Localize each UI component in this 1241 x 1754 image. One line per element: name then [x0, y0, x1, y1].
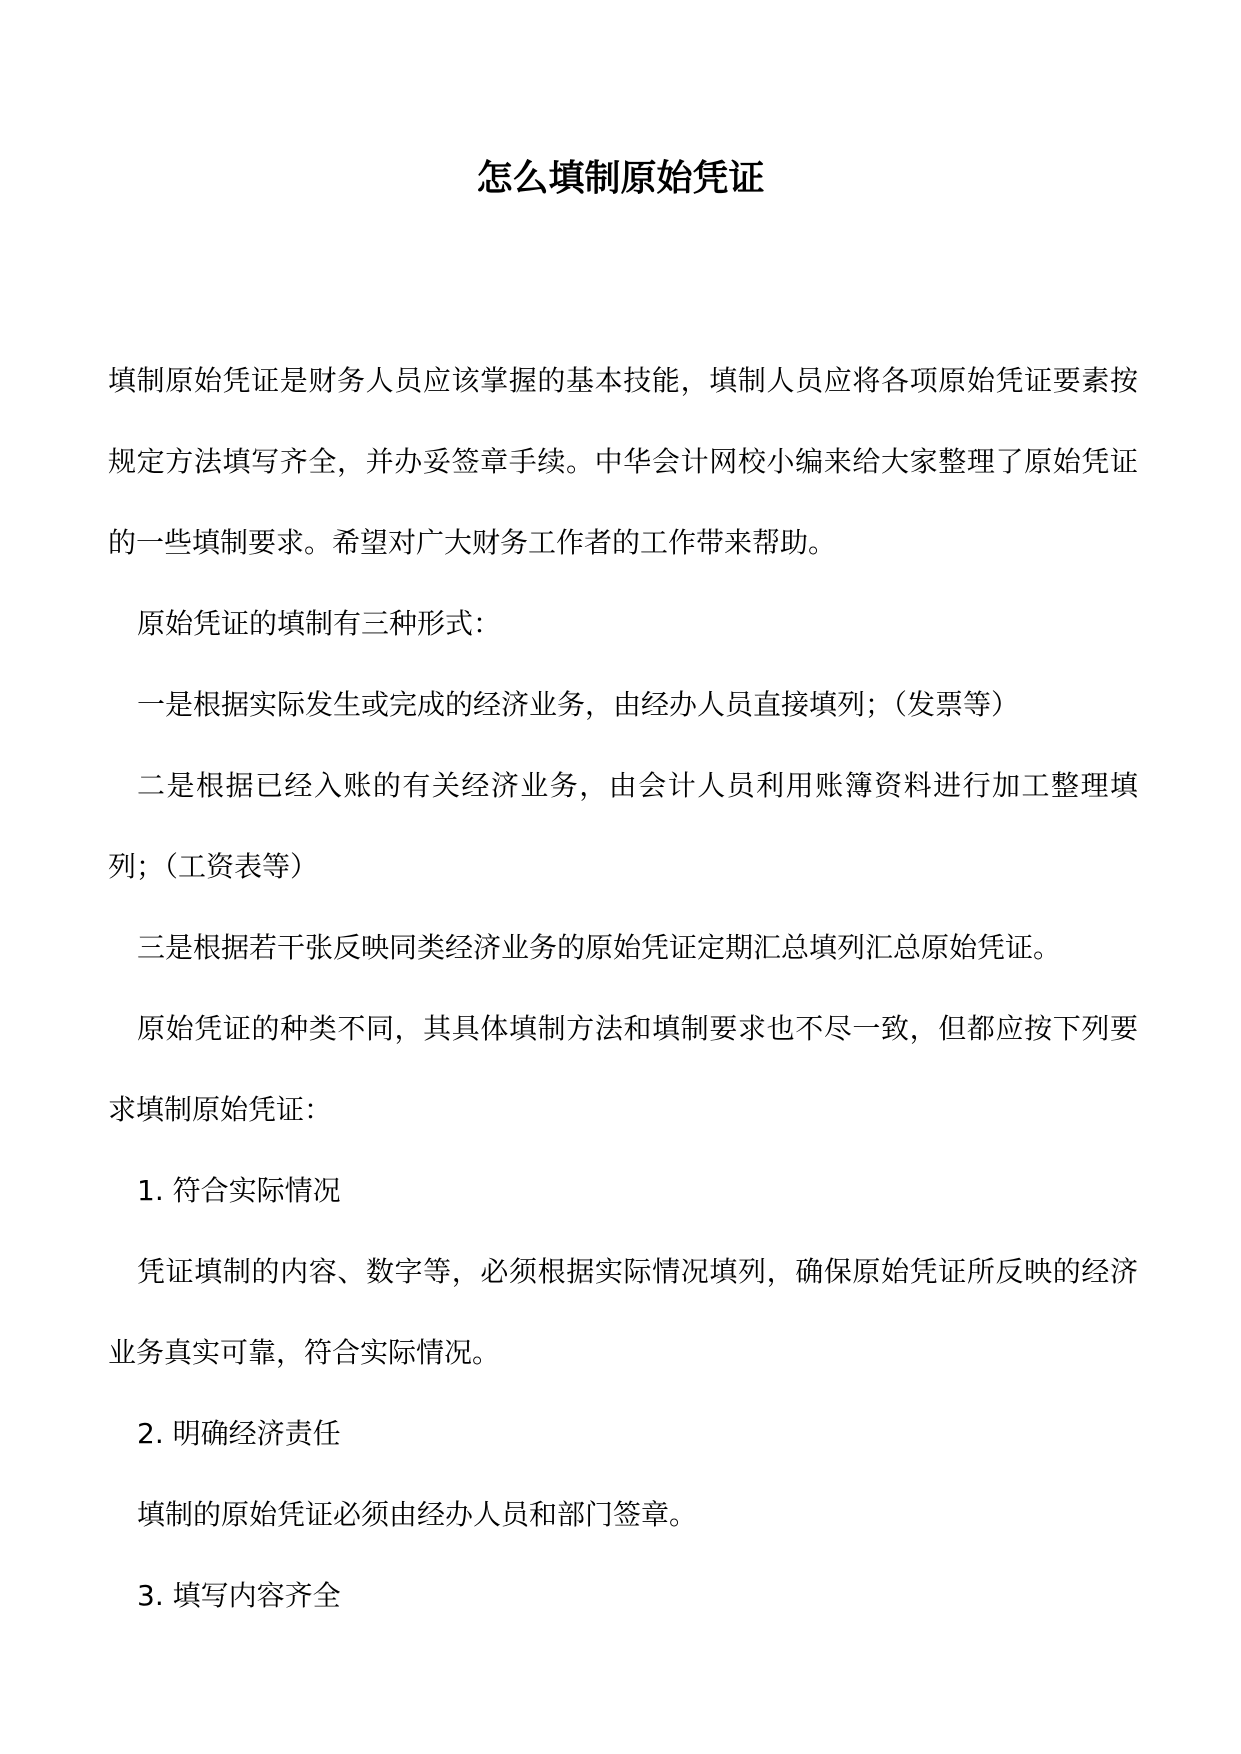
section-1-paragraph: 凭证填制的内容、数字等，必须根据实际情况填列，确保原始凭证所反映的经济业务真实可靠，符合实际情况。 — [108, 1255, 1138, 1369]
requirements-intro-paragraph: 原始凭证的种类不同，其具体填制方法和填制要求也不尽一致，但都应按下列要求填制原始凭证： — [108, 1012, 1138, 1126]
intro-paragraph: 填制原始凭证是财务人员应该掌握的基本技能，填制人员应将各项原始凭证要素按规定方法填写齐全，并办妥签章手续。中华会计网校小编来给大家整理了原始凭证的一些填制要求。希望对广大财务工作者的工作带来帮助。 — [108, 364, 1138, 559]
form-one-paragraph: 一是根据实际发生或完成的经济业务，由经办人员直接填列；（发票等） — [137, 688, 1020, 721]
document-body — [108, 340, 1138, 1636]
forms-heading-paragraph: 原始凭证的填制有三种形式： — [137, 607, 502, 640]
section-2-paragraph: 填制的原始凭证必须由经办人员和部门签章。 — [137, 1498, 698, 1531]
form-two-paragraph: 二是根据已经入账的有关经济业务，由会计人员利用账簿资料进行加工整理填列；（工资表等） — [108, 769, 1138, 883]
section-heading-1: 1. 符合实际情况 — [137, 1174, 341, 1207]
form-three-paragraph: 三是根据若干张反映同类经济业务的原始凭证定期汇总填列汇总原始凭证。 — [137, 931, 1062, 964]
section-heading-3: 3. 填写内容齐全 — [137, 1579, 341, 1612]
document-title: 怎么填制原始凭证 — [476, 158, 765, 199]
section-heading-2: 2. 明确经济责任 — [137, 1417, 341, 1450]
